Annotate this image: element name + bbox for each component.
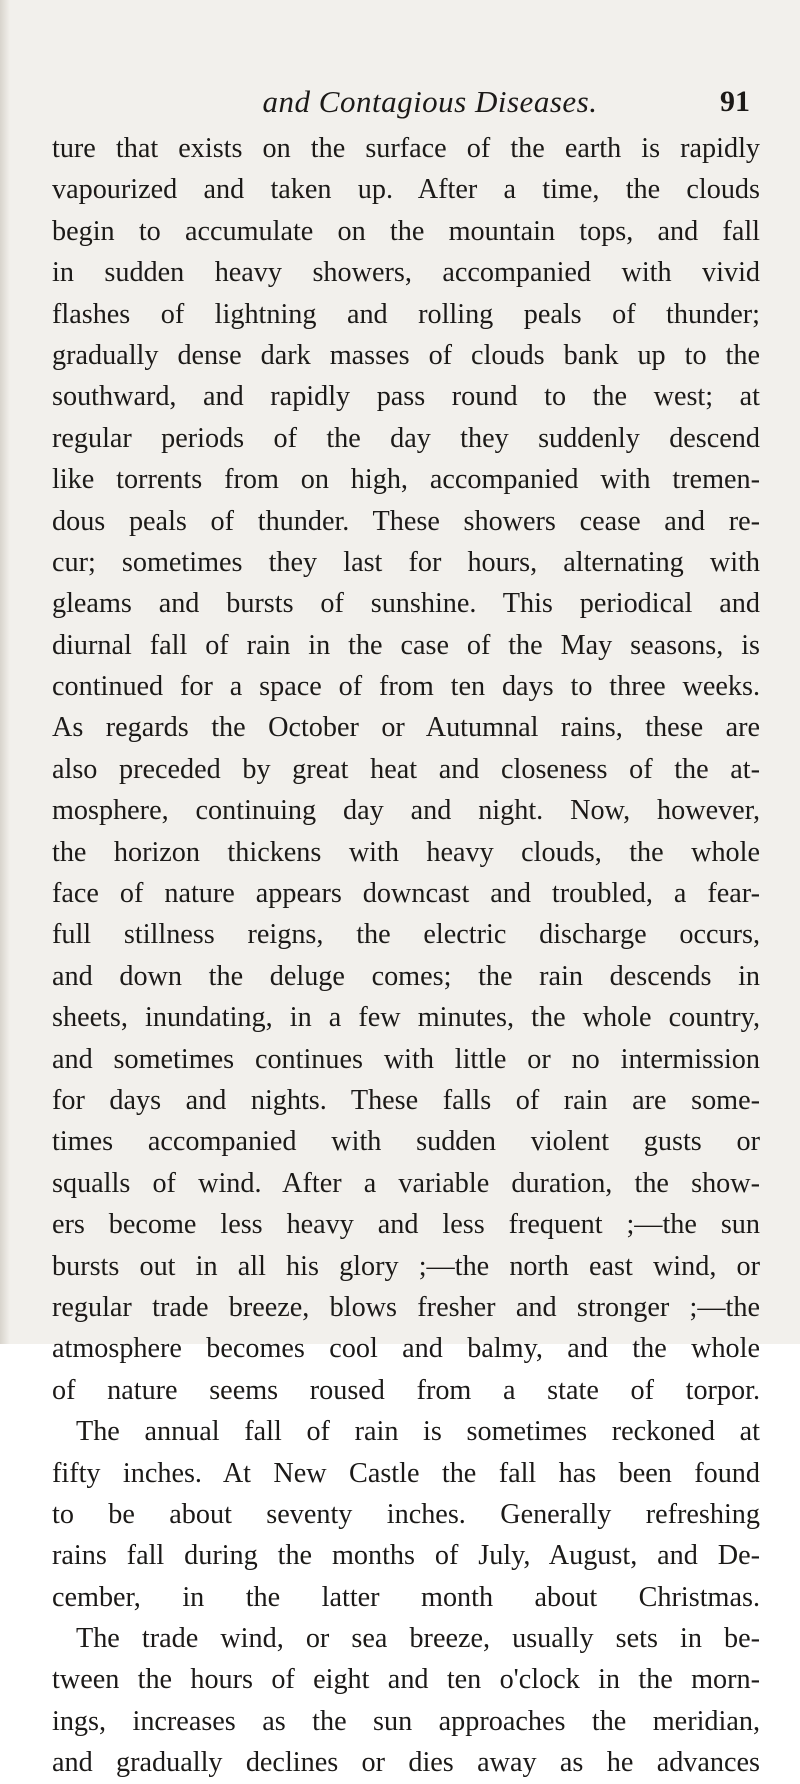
text-line: diurnal fall of rain in the case of the May seasons, is [52, 629, 760, 661]
text-line: fifty inches. At New Castle the fall has been found [52, 1457, 760, 1489]
text-line: dous peals of thunder. These showers cease and re- [52, 505, 760, 537]
text-line: like torrents from on high, accompanied with tremen- [52, 464, 760, 496]
text-line: also preceded by great heat and closeness of the at- [52, 753, 760, 785]
text-line: in sudden heavy showers, accompanied with vivid [52, 257, 760, 289]
text-line: cur; sometimes they last for hours, alternating with [52, 546, 760, 578]
text-line: sheets, inundating, in a few minutes, the whole country, [52, 1002, 760, 1034]
text-line: southward, and rapidly pass round to the west; at [52, 381, 760, 413]
text-line: tween the hours of eight and ten o'clock in the morn- [52, 1664, 760, 1696]
text-line: gleams and bursts of sunshine. This periodical and [52, 588, 760, 620]
text-line: squalls of wind. After a variable duration, the show- [52, 1167, 760, 1199]
text-line: ture that exists on the surface of the earth is rapidly [52, 133, 760, 164]
running-head [0, 82, 800, 122]
text-line: face of nature appears downcast and troubled, a fear- [52, 878, 760, 910]
text-line: mosphere, continuing day and night. Now, however, [52, 795, 760, 827]
text-line: full stillness reigns, the electric discharge occurs, [52, 919, 760, 951]
text-line: and sometimes continues with little or no intermission [52, 1043, 760, 1075]
text-line: As regards the October or Autumnal rains, these are [52, 712, 760, 744]
text-line: and down the deluge comes; the rain descends in [52, 960, 760, 992]
text-line: the horizon thickens with heavy clouds, the whole [52, 836, 760, 868]
text-line: ers become less heavy and less frequent ;—the sun [52, 1209, 760, 1241]
text-line: bursts out in all his glory ;—the north east wind, or [52, 1250, 760, 1282]
text-line: begin to accumulate on the mountain tops, and fall [52, 215, 760, 247]
text-line: ings, increases as the sun approaches the meridian, [52, 1705, 760, 1737]
text-line: times accompanied with sudden violent gusts or [52, 1126, 760, 1158]
text-line: regular trade breeze, blows fresher and stronger ;—the [52, 1291, 760, 1323]
body-text [52, 128, 760, 1784]
text-line: atmosphere becomes cool and balmy, and the whole [52, 1333, 760, 1365]
text-line: The trade wind, or sea breeze, usually sets in be- [76, 1623, 760, 1655]
text-line: cember, in the latter month about Christmas. [52, 1581, 760, 1613]
text-line: for days and nights. These falls of rain are some- [52, 1084, 760, 1116]
text-line: rains fall during the months of July, August, and De- [52, 1540, 760, 1572]
text-line: to be about seventy inches. Generally refreshing [52, 1498, 760, 1530]
text-line: flashes of lightning and rolling peals of thunder; [52, 298, 760, 330]
text-line: The annual fall of rain is sometimes reckoned at [76, 1416, 760, 1448]
text-line: regular periods of the day they suddenly descend [52, 422, 760, 454]
text-line: of nature seems roused from a state of torpor. [52, 1374, 760, 1406]
page-edge-shadow [0, 0, 10, 1344]
text-line: continued for a space of from ten days to three weeks. [52, 671, 760, 703]
running-title: and Contagious Diseases. [262, 84, 598, 119]
text-line: and gradually declines or dies away as he advances [52, 1747, 760, 1779]
page-number: 91 [720, 85, 750, 118]
text-line: vapourized and taken up. After a time, the clouds [52, 174, 760, 206]
text-line: gradually dense dark masses of clouds bank up to the [52, 339, 760, 371]
